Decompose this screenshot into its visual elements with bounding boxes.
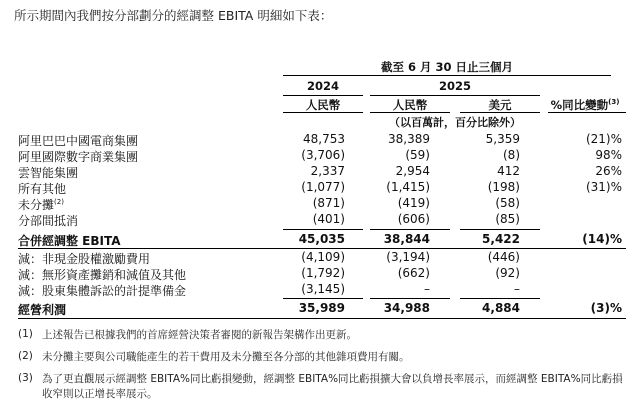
value-2025-rmb: –	[424, 282, 430, 296]
rmb-2025-header: 人民幣	[392, 98, 428, 112]
value-2025-rmb: 38,844	[383, 232, 430, 246]
row-label: 所有其他	[18, 182, 67, 196]
value-2024: (401)	[312, 212, 345, 226]
row-label: 減：非現金股權激勵費用	[18, 252, 151, 266]
value-2025-usd: (58)	[495, 196, 520, 210]
footnote	[18, 372, 628, 404]
value-2024: (871)	[312, 196, 345, 210]
value-2024: (1,792)	[301, 266, 345, 280]
footnote	[18, 350, 628, 366]
value-2025-rmb: (419)	[397, 196, 430, 210]
ebita-row-underline	[18, 248, 626, 249]
value-2025-usd: 4,884	[482, 301, 520, 315]
table-row	[18, 148, 630, 164]
yoy-header-label: %同比變動	[550, 98, 609, 112]
value-2024: (3,145)	[301, 282, 345, 296]
year-2024-header: 2024	[306, 79, 339, 93]
rmb-2024-header: 人民幣	[305, 98, 341, 112]
footnote-text: 未分攤主要與公司職能產生的若干費用及未分攤至各分部的其他雜項費用有關。	[42, 351, 410, 363]
operating-row-underline	[18, 318, 626, 319]
operating-rule-2024	[283, 298, 363, 299]
row-label: 阿里國際數字商業集團	[18, 150, 139, 164]
value-2025-rmb: (662)	[397, 266, 430, 280]
value-yoy: (31)%	[585, 180, 622, 194]
row-label	[18, 196, 64, 213]
operating-rule-2025-rmb	[370, 298, 450, 299]
footnote-text: 為了更直觀展示經調整 EBITA%同比虧損變動，經調整 EBITA%同比虧損擴大會以負增長率展示，而經調整 EBITA%同比虧損收窄則以正增長率展示。	[42, 373, 623, 400]
value-2025-usd: –	[514, 282, 520, 296]
table-row	[18, 132, 630, 148]
footnote-mark: (2)	[18, 350, 33, 362]
value-2024: (4,109)	[301, 250, 345, 264]
value-2025-usd: (446)	[487, 250, 520, 264]
value-2025-rmb: (606)	[397, 212, 430, 226]
table-row	[18, 180, 630, 196]
table-row	[18, 250, 630, 266]
row-label: 經營利潤	[18, 303, 67, 317]
value-2025-usd: 412	[497, 164, 520, 178]
footnote-mark: (3)	[18, 372, 33, 384]
yoy-header-note: (3)	[608, 98, 620, 106]
value-2025-usd: 5,422	[482, 232, 520, 246]
subtotal-rule-2025-usd	[460, 229, 540, 230]
value-2024: 35,989	[298, 301, 345, 315]
row-label: 合併經調整 EBITA	[18, 234, 121, 248]
value-2024: 45,035	[298, 232, 345, 246]
row-label: 分部間抵消	[18, 214, 79, 228]
value-2025-usd: (198)	[487, 180, 520, 194]
intro-text: 所示期間內我們按分部劃分的經調整 EBITA 明細如下表：	[14, 8, 333, 23]
value-2025-usd: (85)	[495, 212, 520, 226]
period-header: 截至 6 月 30 日止三個月	[380, 60, 514, 74]
row-label-note: (2)	[54, 198, 64, 206]
year-2025-header: 2025	[438, 79, 471, 93]
table-row-total	[18, 301, 630, 317]
table-row	[18, 164, 630, 180]
value-yoy: 98%	[595, 148, 622, 162]
row-label: 減：股東集體訴訟的計提準備金	[18, 284, 187, 298]
yoy-header	[540, 97, 630, 113]
table-row-total	[18, 232, 630, 248]
yoy-underline	[548, 112, 626, 113]
value-2025-rmb: (1,415)	[386, 180, 430, 194]
operating-rule-2025-usd	[460, 298, 540, 299]
footnote-mark: (1)	[18, 328, 33, 340]
year-2024-underline	[283, 95, 363, 96]
value-2025-usd: (92)	[495, 266, 520, 280]
usd-2025-underline	[460, 112, 540, 113]
row-label: 阿里巴巴中國電商集團	[18, 134, 139, 148]
value-2024: (3,706)	[301, 148, 345, 162]
usd-2025-header: 美元	[488, 98, 512, 112]
row-label: 減：無形資產攤銷和減值及其他	[18, 268, 187, 282]
period-underline	[283, 75, 611, 76]
value-2025-rmb: 38,389	[388, 132, 430, 146]
table-row	[18, 282, 630, 298]
value-2024: 2,337	[310, 164, 345, 178]
value-2025-rmb: 2,954	[395, 164, 430, 178]
value-yoy: 26%	[595, 164, 622, 178]
value-2024: (1,077)	[301, 180, 345, 194]
value-2024: 48,753	[303, 132, 345, 146]
rmb-2025-underline	[370, 112, 450, 113]
rmb-2024-underline	[283, 112, 363, 113]
value-2025-rmb: (59)	[405, 148, 430, 162]
row-label: 雲智能集團	[18, 166, 79, 180]
year-2025-underline	[370, 95, 540, 96]
subtotal-rule-2025-rmb	[370, 229, 450, 230]
value-2025-rmb: 34,988	[383, 301, 430, 315]
value-2025-usd: (8)	[503, 148, 520, 162]
value-yoy: (3)%	[590, 301, 622, 315]
row-label-text: 未分攤	[18, 198, 55, 212]
footnote	[18, 328, 628, 344]
value-2025-rmb: (3,194)	[386, 250, 430, 264]
unit-note: （以百萬計，百分比除外）	[389, 116, 521, 129]
value-yoy: (14)%	[582, 232, 622, 246]
table-row	[18, 266, 630, 282]
table-row	[18, 196, 630, 212]
value-2025-usd: 5,359	[485, 132, 520, 146]
value-yoy: (21)%	[585, 132, 622, 146]
subtotal-rule-2024	[283, 229, 363, 230]
footnote-text: 上述報告已根據我們的首席經營決策者審閱的新報告架構作出更新。	[42, 329, 357, 341]
table-row	[18, 212, 630, 228]
